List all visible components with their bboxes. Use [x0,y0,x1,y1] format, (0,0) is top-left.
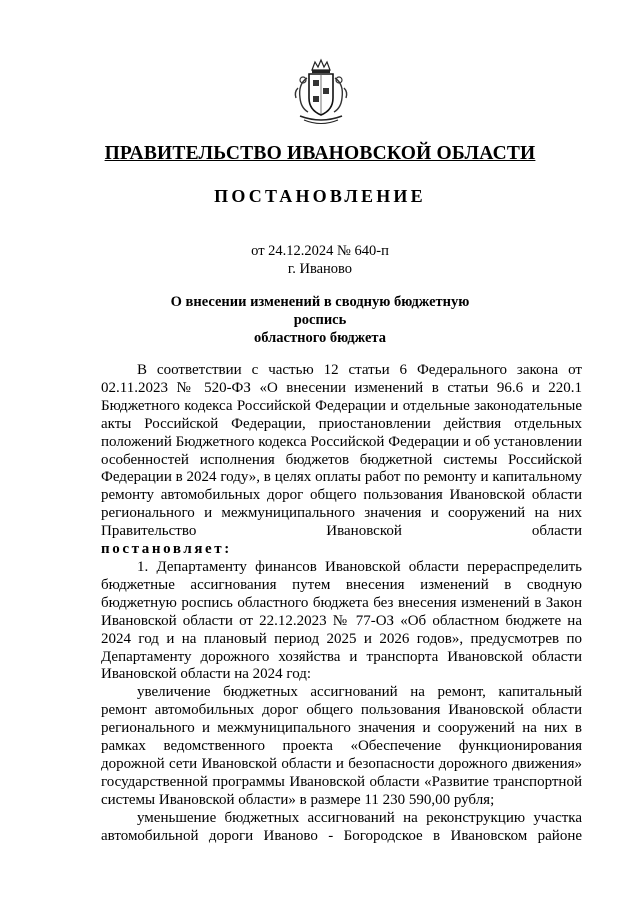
coat-of-arms-emblem [290,58,352,128]
document-date-number: от 24.12.2024 № 640-п [251,243,389,259]
document-title-line-2: областного бюджета [254,330,386,346]
preamble-paragraph: В соответствии с частью 12 статьи 6 Федерального закона от 02.11.2023 № 520-ФЗ «О внесении изменений в статьи 96.6 и 220.1 Бюджетного кодекса Российской Федерации и отдельные законодательные акты Российской Федерации, приостановлении действия отдельных положений Бюджетного кодекса Российской Федерации и об установлении особенностей исполнения бюджетов бюджетной системы Российской Федерации в 2024 году», в целях оплаты работ по ремонту и капитальному ремонту автомобильных дорог общего пользования Ивановской области регионального и межмуниципального значения и сооружений на них Правительство Ивановской области [101,362,582,540]
item-1-paragraph: 1. Департаменту финансов Ивановской области перераспределить бюджетные ассигнования путем внесения изменений в сводную бюджетную роспись областного бюджета без внесения изменений в Закон Ивановской области от 22.12.2023 № 77-ОЗ «Об областном бюджете на 2024 год и на плановый период 2025 и 2026 годов», предусмотрев по Департаменту дорожного хозяйства и транспорта Ивановской области Ивановской области на 2024 год: [101,558,582,683]
document-type: ПОСТАНОВЛЕНИЕ [214,186,426,206]
document-body [101,362,582,845]
decrease-paragraph: уменьшение бюджетных ассигнований на реконструкцию участка автомобильной дороги Иваново - Богородское в Ивановском районе [101,809,582,844]
document-title-line-1: О внесении изменений в сводную бюджетную роспись [170,294,470,328]
document-city: г. Иваново [287,261,353,277]
decree-word: постановляет: [101,541,232,558]
document-title [150,293,490,347]
organization-name: ПРАВИТЕЛЬСТВО ИВАНОВСКОЙ ОБЛАСТИ [104,143,536,164]
increase-paragraph: увеличение бюджетных ассигнований на ремонт, капитальный ремонт автомобильных дорог общего пользования Ивановской области регионального и межмуниципального значения и сооружений на них в рамках ведомственного проекта «Обеспечение функционирования дорожной сети Ивановской области и безопасности дорожного движения» государственной программы Ивановской области «Развитие транспортной системы Ивановской области» в размере 11 230 590,00 рубля; [101,684,582,808]
